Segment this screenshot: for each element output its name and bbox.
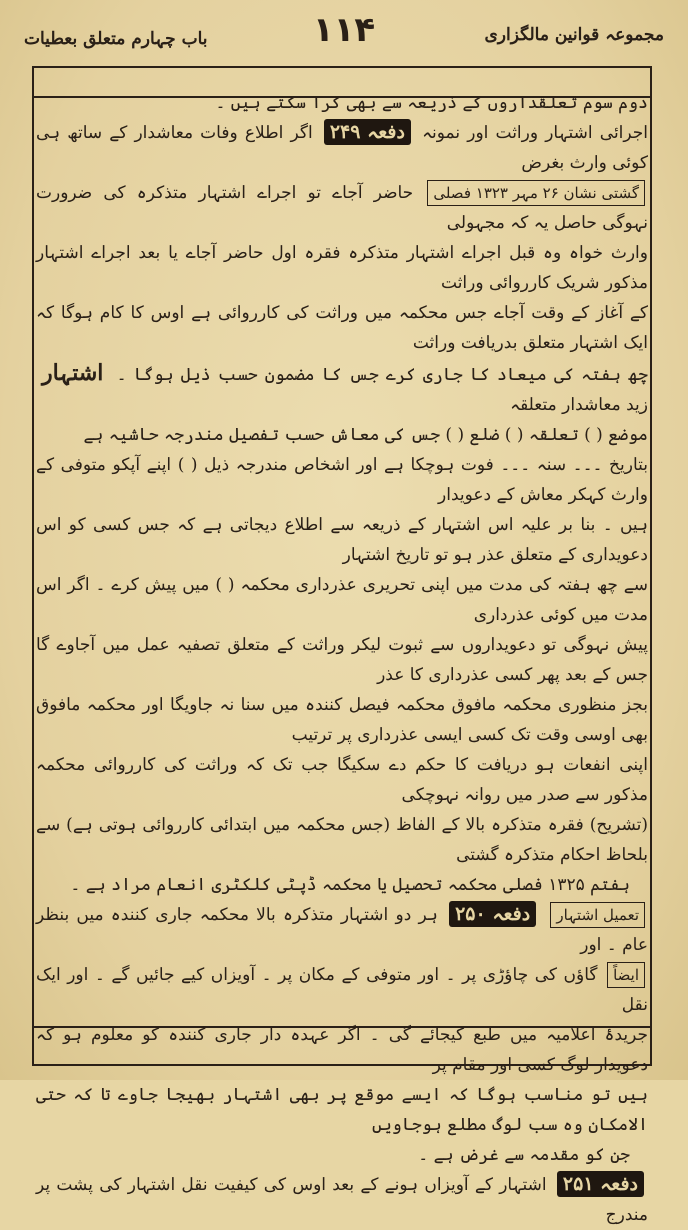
text-line: بتاریخ ۔۔۔ سنہ ۔۔۔ فوت ہوچکا ہے اور اشخاص مندرجہ ذیل ( ) اپنے آپکو متوفی کے وارث کہکر معاش کے دعویدار xyxy=(36,455,648,505)
section-249-side-note: اجرائی اشتہار وراثت اور نمونہ xyxy=(422,123,649,143)
text-line: اشتہار کے آویزاں ہونے کے بعد اوس کی کیفیت نقل اشتہار کی پشت پر مندرج xyxy=(36,1175,648,1225)
explanation-line: (تشریح) فقرہ متذکرہ بالا کے الفاظ (جس محکمہ میں ابتدائی کارروائی ہوتی ہے) سے بلحاظ احکام متذکرہ گشتی xyxy=(36,815,648,865)
page-header xyxy=(24,10,664,66)
text-line: سے چھ ہفتہ کی مدت میں اپنی تحریری عذرداری محکمہ ( ) میں پیش کرے ۔ اگر اس مدت میں کوئی عذرداری xyxy=(36,575,648,625)
section-250-number: دفعہ ۲۵۰ xyxy=(449,901,536,927)
text-line: ہیں ۔ بنا بر علیہ اس اشتہار کے ذریعہ سے اطلاع دیجاتی ہے کہ جس کسی کو اس دعویداری کے متعلق عذر ہو تو تاریخ اشتہار xyxy=(36,515,648,565)
text-line: اگر اطلاع وفات معاشدار کے ساتھ ہی کوئی وارث بغرض xyxy=(36,123,648,173)
page-number: ۱۱۴ xyxy=(312,10,376,50)
text-line: ہر دو اشتہار متذکرہ بالا محکمہ جاری کنندہ میں بنظر عام ۔ اور xyxy=(36,905,648,955)
circular-line xyxy=(36,178,648,238)
text-line: دوم سوم تعلقداروں کے ذریعہ سے بھی کرا سکتے ہیں ۔ xyxy=(215,93,648,113)
text-line: پیش نہوگی تو دعویداروں سے ثبوت لیکر وراثت کے متعلق تصفیہ عمل میں آجاوے گا جس کے بعد پھر کسی عذرداری کا عذر xyxy=(36,635,648,685)
text-line: گاؤں کی چاؤڑی پر ۔ اور متوفی کے مکان پر ۔ آویزاں کیے جائیں گے ۔ اور ایک نقل xyxy=(36,965,648,1015)
text-line-with-note xyxy=(36,960,648,1020)
text-line: اپنی انفعات ہو دریافت کا حکم دے سکیگا جب تک کہ وراثت کی کارروائی محکمہ مذکور سے صدر میں روانہ نہوچکی xyxy=(36,755,648,805)
text-line: جریدۂ اعلامیہ میں طبع کیجائے گی ۔ اگر عہدہ دار جاری کنندہ کو معلوم ہو کہ دعویدار لوگ کسی اور مقام پر xyxy=(36,1025,648,1075)
section-251-line xyxy=(36,1170,648,1230)
text-line: کے آغاز کے وقت آجاے جس محکمہ میں وراثت کی کارروائی ہے اوس کا کام ہوگا کہ ایک اشتہار متعلق بدریافت وراثت xyxy=(36,303,648,353)
notice-heading-line xyxy=(36,358,648,420)
section-250-side-note: تعمیل اشتہار xyxy=(550,902,645,928)
text-line: حاضر آجاے تو اجراے اشتہار متذکرہ کی ضرورت نہوگی حاصل یہ کہ مجہولی xyxy=(36,183,648,233)
document-body xyxy=(36,88,648,1230)
section-249-number: دفعہ ۲۴۹ xyxy=(324,119,411,145)
text-line: بجز منظوری محکمہ مافوق محکمہ فیصل کنندہ میں سنا نہ جاویگا اور محکمہ مافوق بھی اوسی وقت تک کسی ایسی عذرداری پر ترتیب xyxy=(36,695,648,745)
chapter-title: باب چہارم متعلق بعطیات xyxy=(24,29,208,49)
text-line: چھ ہفتہ کی میعاد کا جاری کرے جس کا مضمون حسب ذیل ہوگا ۔ xyxy=(116,365,649,385)
section-251-number: دفعہ ۲۵۱ xyxy=(557,1171,644,1197)
text-line: جن کو مقدمہ سے غرض ہے ۔ xyxy=(418,1145,630,1165)
notice-heading: اشتہار xyxy=(42,360,104,386)
circular-reference: گشتی نشان ۲۶ مہر ۱۳۲۳ فصلی xyxy=(427,180,645,206)
section-250-line xyxy=(36,900,648,960)
text-line: موضع ( ) تعلقہ ( ) ضلع ( ) جس کی معاش حسب تفصیل مندرجہ حاشیہ ہے xyxy=(83,425,648,445)
section-249-line xyxy=(36,118,648,178)
text-line: وارث خواہ وہ قبل اجراے اشتہار متذکرہ فقرہ اول حاضر آجاے یا بعد اجراے اشتہار مذکور شریک کارروائی وراثت xyxy=(36,243,648,293)
text-line: ہفتم ۱۳۲۵ فصلی محکمہ تحصیل یا محکمہ ڈپٹی کلکٹری انعام مراد ہے ۔ xyxy=(70,875,630,895)
section-250-side-note-2: ایضاً xyxy=(607,962,645,988)
text-line: ہیں تو مناسب ہوگا کہ ایسے موقع پر بھی اشتہار بھیجا جاوے تا کہ حتی الامکان وہ سب لوگ مطلع ہوجاویں xyxy=(36,1085,648,1135)
text-line: زید معاشدار متعلقہ xyxy=(510,395,648,415)
book-title: مجموعہ قوانین مالگزاری xyxy=(484,25,664,45)
